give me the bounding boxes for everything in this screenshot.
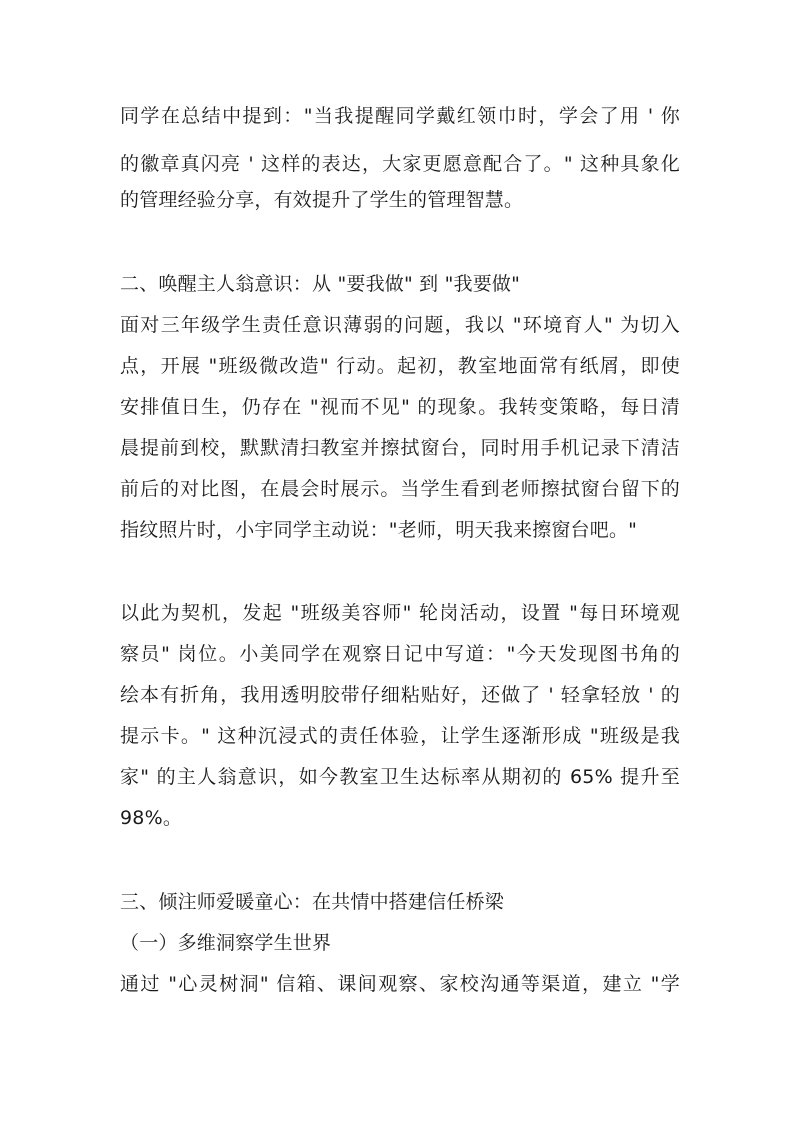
text-line: 面对三年级学生责任意识薄弱的问题，我以 "环境育人" 为切入 [120,314,680,336]
text-line: 家" 的主人翁意识，如今教室卫生达标率从期初的 65% 提升至 [120,766,680,788]
text-line: 98%。 [120,807,183,829]
text-line: 的徽章真闪亮 ' 这样的表达，大家更愿意配合了。" 这种具象化 [120,153,680,175]
text-line: 点，开展 "班级微改造" 行动。起初，教室地面常有纸屑，即使 [120,355,680,377]
section-heading: 三、倾注师爱暖童心：在共情中搭建信任桥梁 [120,891,505,913]
text-line: 晨提前到校，默默清扫教室并擦拭窗台，同时用手机记录下清洁 [120,437,680,459]
text-line: 绘本有折角，我用透明胶带仔细粘贴好，还做了 ' 轻拿轻放 ' 的 [120,684,680,706]
subsection-heading: （一）多维洞察学生世界 [120,932,332,954]
text-line: 安排值日生，仍存在 "视而不见" 的现象。我转变策略，每日清 [120,396,680,418]
text-line: 以此为契机，发起 "班级美容师" 轮岗活动，设置 "每日环境观 [120,602,680,624]
section-heading: 二、唤醒主人翁意识：从 "要我做" 到 "我要做" [120,273,521,295]
text-line: 指纹照片时，小宇同学主动说："老师，明天我来擦窗台吧。" [120,519,638,541]
text-line: 提示卡。" 这种沉浸式的责任体验，让学生逐渐形成 "班级是我 [120,725,680,747]
text-line: 通过 "心灵树洞" 信箱、课间观察、家校沟通等渠道，建立 "学 [120,973,680,995]
text-line: 前后的对比图，在晨会时展示。当学生看到老师擦拭窗台留下的 [120,478,680,500]
text-line: 同学在总结中提到："当我提醒同学戴红领巾时，学会了用 ' 你 [120,105,680,127]
text-line: 的管理经验分享，有效提升了学生的管理智慧。 [120,189,524,211]
text-line: 察员" 岗位。小美同学在观察日记中写道："今天发现图书角的 [120,643,680,665]
